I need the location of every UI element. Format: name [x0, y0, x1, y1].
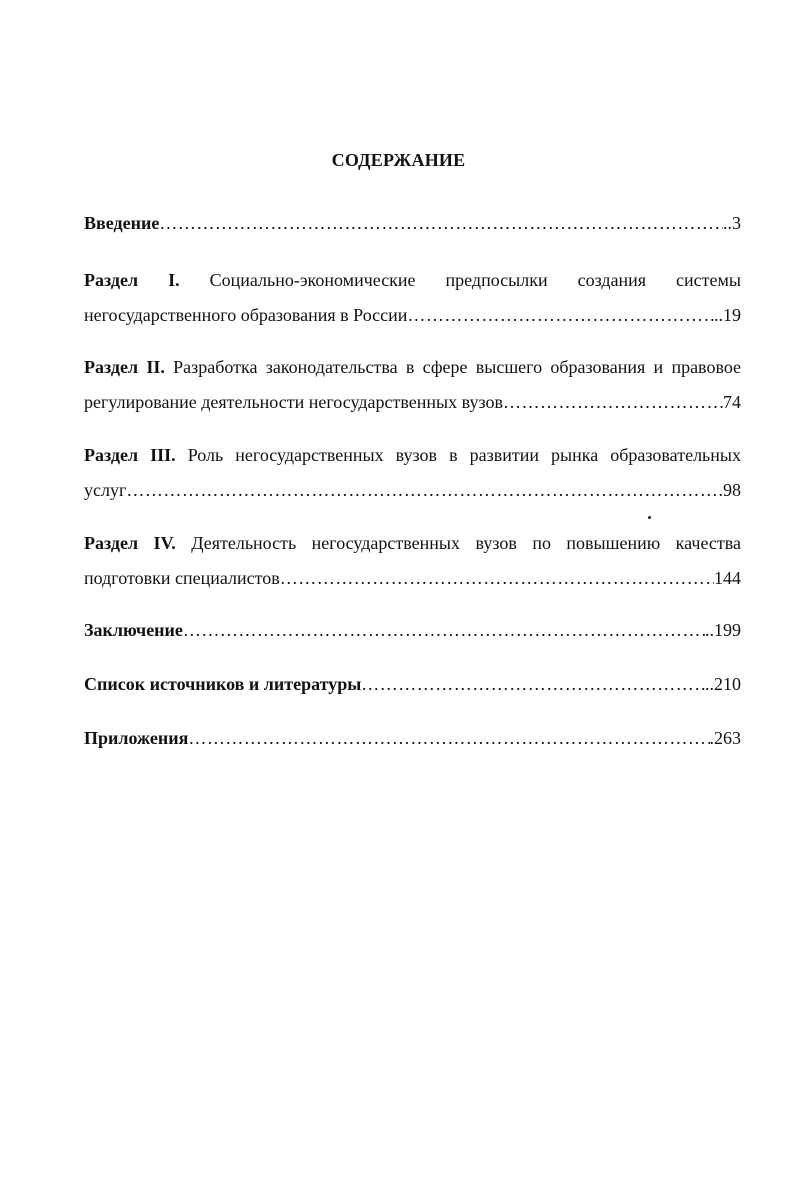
toc-entry-first-line [84, 526, 741, 561]
toc-page-number: ..19 [714, 305, 741, 325]
toc-entry-sources [84, 667, 741, 702]
toc-leader-dots [407, 298, 714, 333]
toc-entry-first-line [84, 350, 741, 385]
toc-entry-intro [84, 206, 741, 241]
toc-entry-label: Заключение [84, 620, 183, 640]
toc-entry-section-3 [84, 438, 741, 508]
toc-entry-label: Список источников и литературы [84, 674, 362, 694]
toc-entry-section-4 [84, 526, 741, 596]
toc-entry-text: Деятельность негосударственных вузов по повышению качества [191, 533, 742, 553]
toc-leader-dots [183, 613, 705, 648]
page-title: СОДЕРЖАНИЕ [331, 150, 466, 170]
toc-entry-text-continued: подготовки специалистов [84, 568, 280, 588]
toc-entry-label: Раздел III. [84, 445, 176, 465]
toc-entry-text-continued: негосударственного образования в России [84, 305, 408, 325]
toc-entry-conclusion [84, 613, 741, 648]
toc-entry-text-continued: регулирование деятельности негосударственных вузов [84, 392, 504, 412]
toc-entry-label: Приложения [84, 728, 189, 748]
toc-leader-dots [503, 385, 723, 420]
toc-entry-text: Разработка законодательства в сфере высшего образования и правовое [173, 357, 742, 377]
toc-page-number: ..199 [705, 620, 741, 640]
toc-page-number: .263 [709, 728, 741, 748]
toc-entry-text: Социально-экономические предпосылки создания системы [209, 270, 741, 290]
toc-entry-label: Раздел II. [84, 357, 165, 377]
toc-page-number: 144 [714, 568, 741, 588]
toc-entry-appendices [84, 721, 741, 756]
toc-entry-label: Раздел IV. [84, 533, 176, 553]
toc-leader-dots [159, 206, 723, 241]
toc-entry-first-line [84, 263, 741, 298]
toc-page-number: ..210 [705, 674, 741, 694]
toc-page-number: .98 [718, 480, 741, 500]
toc-entry-label: Введение [84, 213, 160, 233]
toc-leader-dots [361, 667, 705, 702]
toc-page-number: ..3 [723, 213, 741, 233]
toc-page-number: 74 [723, 392, 741, 412]
toc-entry-section-2 [84, 350, 741, 420]
toc-entry-text: Роль негосударственных вузов в развитии рынка образовательных [187, 445, 741, 465]
toc-entry-label: Раздел I. [84, 270, 180, 290]
toc-entry-first-line [84, 438, 741, 473]
scan-speck [648, 516, 651, 519]
toc-entry-text-continued: услуг [84, 480, 127, 500]
toc-leader-dots [280, 561, 714, 596]
toc-entry-section-1 [84, 263, 741, 333]
toc-leader-dots [188, 721, 709, 756]
toc-leader-dots [126, 473, 718, 508]
